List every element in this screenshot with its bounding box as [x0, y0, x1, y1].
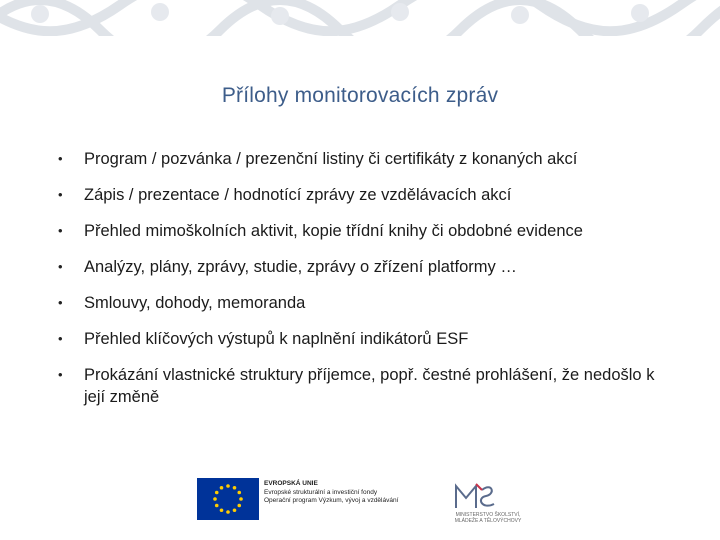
- bullet-glyph: •: [58, 295, 63, 310]
- eu-star: [215, 491, 219, 495]
- eu-star: [237, 504, 241, 508]
- eu-star: [220, 486, 224, 490]
- footer-logos: [0, 476, 720, 524]
- list-item-text: Analýzy, plány, zprávy, studie, zprávy o zřízení platformy …: [84, 258, 517, 276]
- bullet-glyph: •: [58, 259, 63, 274]
- eu-star: [233, 508, 237, 512]
- ministry-line-1: MINISTERSTVO ŠKOLSTVÍ,: [455, 512, 521, 518]
- msmt-logo-icon: [452, 480, 498, 512]
- list-item-text: Smlouvy, dohody, memoranda: [84, 294, 306, 312]
- eu-star: [215, 504, 219, 508]
- slide-title: Přílohy monitorovacích zpráv: [221, 84, 499, 107]
- list-item: [58, 364, 678, 408]
- list-item: [58, 256, 678, 278]
- list-item-text: Přehled klíčových výstupů k naplnění indikátorů ESF: [84, 330, 469, 348]
- list-item: [58, 220, 678, 242]
- decorative-band: [0, 0, 720, 36]
- bullet-glyph: •: [58, 367, 63, 382]
- bullet-glyph: •: [58, 151, 63, 166]
- eu-header: EVROPSKÁ UNIE: [264, 480, 318, 487]
- bullet-list: [58, 148, 678, 422]
- eu-star: [220, 508, 224, 512]
- eu-flag-icon: [197, 478, 259, 520]
- list-item-text: Zápis / prezentace / hodnotící zprávy ze vzdělávacích akcí: [84, 186, 512, 204]
- bullet-glyph: •: [58, 331, 63, 346]
- list-item: [58, 292, 678, 314]
- list-item-text: Program / pozvánka / prezenční listiny či certifikáty z konaných akcí: [84, 150, 578, 168]
- list-item: [58, 328, 678, 350]
- eu-star: [239, 497, 243, 501]
- bullet-glyph: •: [58, 187, 63, 202]
- eu-line-1: Evropské strukturální a investiční fondy: [264, 488, 378, 496]
- eu-star: [226, 510, 230, 514]
- ministry-line-2: MLÁDEŽE A TĚLOVÝCHOVY: [454, 518, 522, 524]
- list-item: [58, 148, 678, 170]
- list-item-text: Prokázání vlastnické struktury příjemce, popř. čestné prohlášení, že nedošlo k její změně: [84, 366, 655, 406]
- list-item: [58, 184, 678, 206]
- list-item-text: Přehled mimoškolních aktivit, kopie třídní knihy či obdobné evidence: [84, 222, 583, 240]
- bullet-glyph: •: [58, 223, 63, 238]
- eu-star: [233, 486, 237, 490]
- eu-star: [213, 497, 217, 501]
- eu-star: [226, 484, 230, 488]
- ministry-caption: [443, 512, 533, 524]
- eu-line-2: Operační program Výzkum, vývoj a vzdělávání: [264, 497, 399, 504]
- eu-star: [237, 491, 241, 495]
- eu-caption: [264, 480, 398, 506]
